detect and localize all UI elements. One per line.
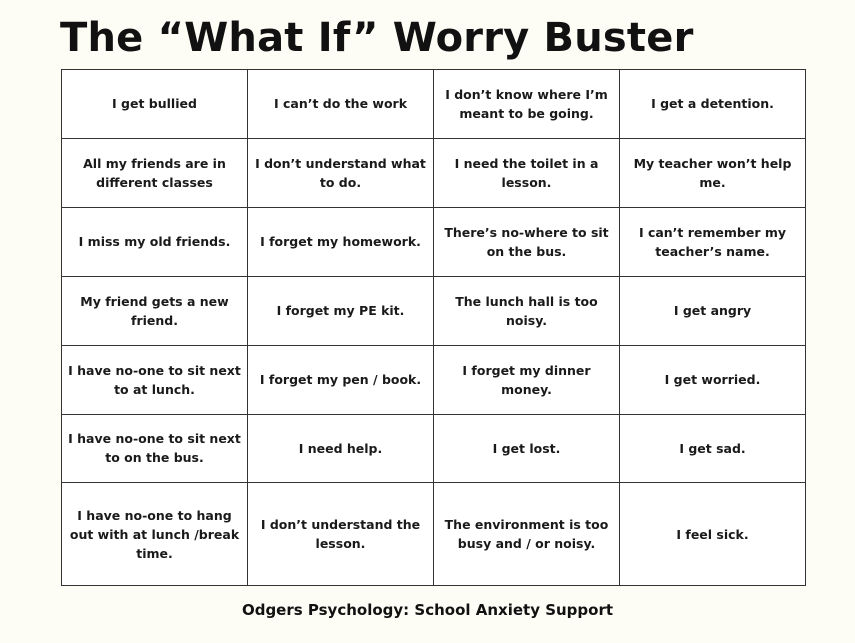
grid-row: [62, 276, 806, 345]
worry-cell: I don’t understand the lesson.: [248, 483, 434, 586]
worry-cell: I get worried.: [620, 345, 806, 414]
worry-cell: I forget my PE kit.: [248, 276, 434, 345]
worry-cell: I don’t understand what to do.: [248, 138, 434, 207]
footer-credit: Odgers Psychology: School Anxiety Support: [241, 601, 614, 619]
worry-cell: I can’t do the work: [248, 70, 434, 139]
grid-row: [62, 138, 806, 207]
worry-cell: My friend gets a new friend.: [62, 276, 248, 345]
grid-row: [62, 207, 806, 276]
worry-cell: I have no-one to sit next to at lunch.: [62, 345, 248, 414]
grid-row: [62, 345, 806, 414]
worry-cell: I have no-one to sit next to on the bus.: [62, 414, 248, 483]
grid-row: [62, 414, 806, 483]
worry-cell: I forget my pen / book.: [248, 345, 434, 414]
worry-cell: I miss my old friends.: [62, 207, 248, 276]
worry-cell: I get a detention.: [620, 70, 806, 139]
worry-cell: All my friends are in different classes: [62, 138, 248, 207]
worry-cell: I forget my dinner money.: [434, 345, 620, 414]
worry-cell: I forget my homework.: [248, 207, 434, 276]
worry-cell: I need help.: [248, 414, 434, 483]
worry-cell: There’s no-where to sit on the bus.: [434, 207, 620, 276]
worry-cell: I don’t know where I’m meant to be going.: [434, 70, 620, 139]
page-title: The “What If” Worry Buster: [60, 15, 694, 61]
worry-cell: My teacher won’t help me.: [620, 138, 806, 207]
worry-cell: I get lost.: [434, 414, 620, 483]
worry-cell: I have no-one to hang out with at lunch /break time.: [62, 483, 248, 586]
worry-cell: I get bullied: [62, 70, 248, 139]
worry-grid: [61, 69, 806, 586]
worry-cell: I can’t remember my teacher’s name.: [620, 207, 806, 276]
grid-row: [62, 70, 806, 139]
worry-cell: I need the toilet in a lesson.: [434, 138, 620, 207]
worry-cell: I get sad.: [620, 414, 806, 483]
worry-cell: I get angry: [620, 276, 806, 345]
worry-cell: The lunch hall is too noisy.: [434, 276, 620, 345]
worry-cell: The environment is too busy and / or noisy.: [434, 483, 620, 586]
grid-row: [62, 483, 806, 586]
worry-cell: I feel sick.: [620, 483, 806, 586]
